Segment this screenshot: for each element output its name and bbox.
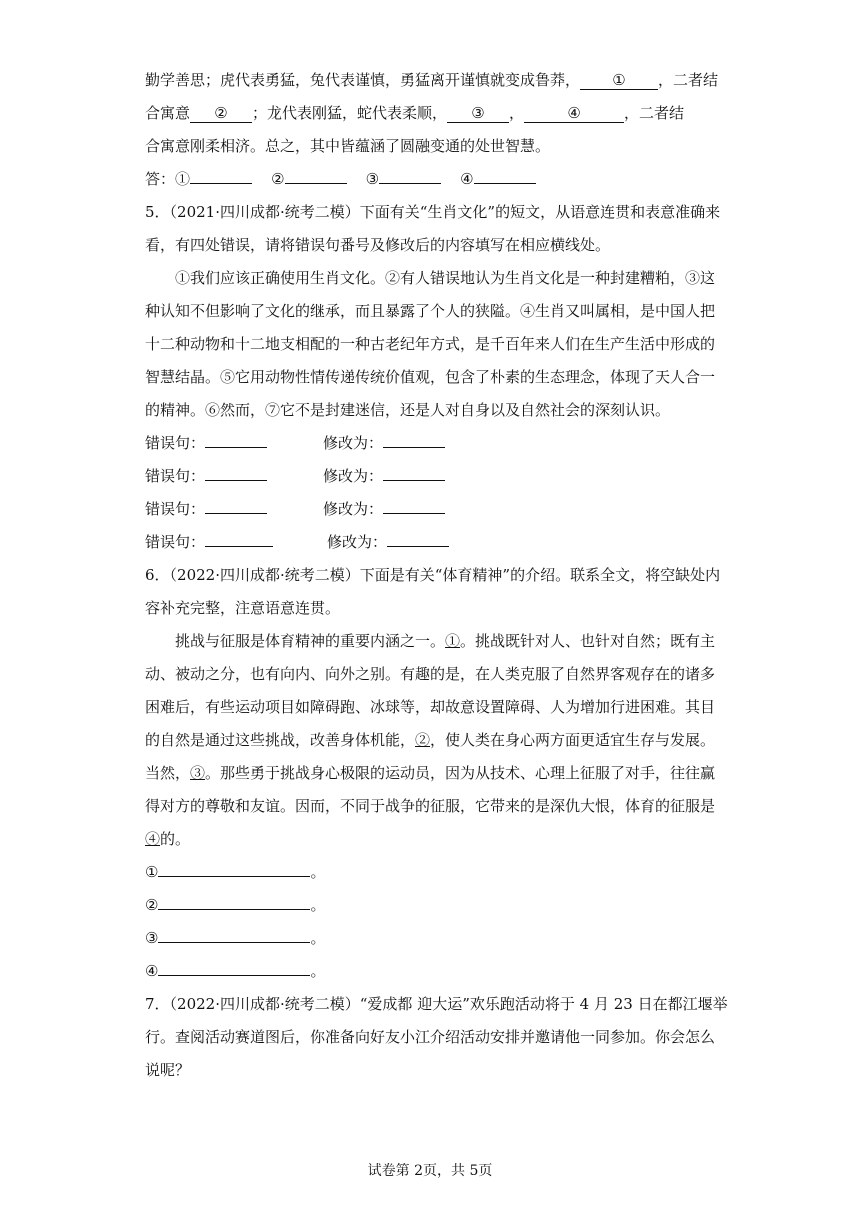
q6-answer-1: ① 。: [145, 856, 720, 889]
q6-passage-1: 挑战与征服是体育精神的重要内涵之一。①。挑战既针对人、也针对自然；既有主: [175, 632, 716, 650]
q6-passage-4: 的自然是通过这些挑战，改善身体机能，②，使人类在身心两方面更适宜生存与发展。: [145, 731, 716, 749]
blank-1[interactable]: ①: [580, 72, 658, 90]
blank-4[interactable]: ④: [524, 105, 624, 123]
q7-stem-3: 说呢？: [145, 1061, 191, 1079]
q6-stem-2: 容补充完整，注意语意连贯。: [145, 599, 341, 617]
q6-passage-6: 得对方的尊敬和友谊。因而，不同于战争的征服，它带来的是深仇大恨，体育的征服是: [145, 797, 716, 815]
error-sentence-blank[interactable]: [205, 496, 267, 514]
q5-answer-row: 错误句： 修改为：: [145, 526, 720, 559]
q4-line-3: 合寓意刚柔相济。总之，其中皆蕴涵了圆融变通的处世智慧。: [145, 137, 551, 155]
answer-blank-1[interactable]: [190, 166, 252, 184]
q6-passage-3: 困难后，有些运动项目如障碍跑、冰球等，却故意设置障碍、人为增加行进困难。其目: [145, 698, 716, 716]
q6-answer-2: ② 。: [145, 889, 720, 922]
q5-answer-row: 错误句： 修改为：: [145, 493, 720, 526]
q5-answer-row: 错误句： 修改为：: [145, 427, 720, 460]
q6-passage-2: 动、被动之分，也有向内、向外之别。有趣的是，在人类克服了自然界客观存在的诸多: [145, 665, 716, 683]
q5-stem-2: 看，有四处错误，请将错误句番号及修改后的内容填写在相应横线处。: [145, 236, 611, 254]
error-sentence-blank[interactable]: [205, 430, 267, 448]
q6-passage-5: 当然，③。那些勇于挑战身心极限的运动员，因为从技术、心理上征服了对手，往往赢: [145, 764, 716, 782]
answer-blank-4[interactable]: [474, 166, 536, 184]
q6-answer-4: ④ 。: [145, 955, 720, 988]
q7-stem-1: 7．（2022·四川成都·统考二模）“爱成都 迎大运”欢乐跑活动将于 4 月 23 日在都江堰举: [145, 995, 728, 1013]
answer-line-1[interactable]: [158, 859, 310, 877]
q4-answer-row: 答：① ② ③ ④: [145, 163, 720, 196]
q7-stem-2: 行。查阅活动赛道图后，你准备向好友小江介绍活动安排并邀请他一同参加。你会怎么: [145, 1028, 716, 1046]
error-sentence-blank[interactable]: [205, 463, 267, 481]
correction-blank[interactable]: [383, 496, 445, 514]
answer-blank-3[interactable]: [379, 166, 441, 184]
q4-line-2: 合寓意 ② ；龙代表刚猛，蛇代表柔顺， ③ ， ④ ，二者结: [145, 104, 685, 122]
q5-answer-row: 错误句： 修改为：: [145, 460, 720, 493]
answer-blank-2[interactable]: [285, 166, 347, 184]
answer-line-3[interactable]: [158, 925, 310, 943]
q6-stem-1: 6．（2022·四川成都·统考二模）下面是有关“体育精神”的介绍。联系全文，将空缺处内: [145, 566, 721, 584]
correction-blank[interactable]: [383, 463, 445, 481]
q5-passage-1: ①我们应该正确使用生肖文化。②有人错误地认为生肖文化是一种封建糟粕，③这: [175, 269, 716, 287]
q5-passage-2: 种认知不但影响了文化的继承，而且暴露了个人的狭隘。④生肖又叫属相，是中国人把: [145, 302, 716, 320]
answer-line-2[interactable]: [158, 892, 310, 910]
gap-marker-3: ③: [190, 764, 206, 782]
q5-passage-4: 智慧结晶。⑤它用动物性情传递传统价值观，包含了朴素的生态理念，体现了天人合一: [145, 368, 716, 386]
correction-blank[interactable]: [387, 529, 449, 547]
blank-3[interactable]: ③: [447, 105, 509, 123]
gap-marker-4: ④: [145, 830, 161, 848]
q5-passage-5: 的精神。⑥然而，⑦它不是封建迷信，还是人对自身以及自然社会的深刻认识。: [145, 401, 671, 419]
blank-2[interactable]: ②: [190, 105, 252, 123]
answer-line-4[interactable]: [158, 958, 310, 976]
gap-marker-1: ①: [445, 632, 461, 650]
q6-answer-3: ③ 。: [145, 922, 720, 955]
gap-marker-2: ②: [415, 731, 431, 749]
correction-blank[interactable]: [383, 430, 445, 448]
q4-line-1: 勤学善思；虎代表勇猛，兔代表谨慎，勇猛离开谨慎就变成鲁莽， ① ，二者结: [145, 71, 719, 89]
q5-passage-3: 十二种动物和十二地支相配的一种古老纪年方式，是千百年来人们在生产生活中形成的: [145, 335, 716, 353]
q6-passage-7: ④的。: [145, 830, 191, 848]
page-footer: 试卷第 2页，共 5页: [367, 1163, 493, 1179]
exam-page: [145, 64, 728, 1087]
error-sentence-blank[interactable]: [205, 529, 273, 547]
q5-stem-1: 5．（2021·四川成都·统考二模）下面有关“生肖文化”的短文，从语意连贯和表意准确来: [145, 203, 721, 221]
